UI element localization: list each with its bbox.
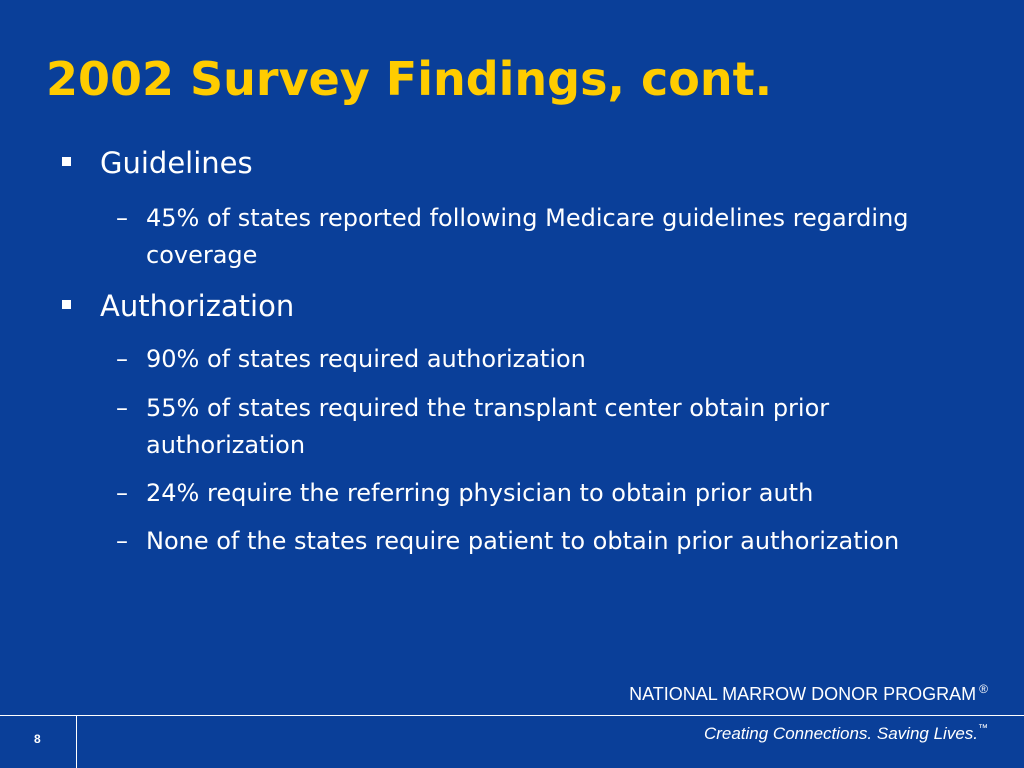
sub-bullet — [116, 523, 976, 560]
brand-name: NATIONAL MARROW DONOR PROGRAM — [629, 684, 977, 704]
trademark-mark: ™ — [978, 723, 988, 734]
footer-divider-line — [0, 715, 1024, 716]
dash-icon: – — [116, 345, 128, 373]
registered-mark: ® — [979, 682, 988, 696]
sub-bullet — [116, 200, 976, 274]
sub-bullet — [116, 341, 976, 378]
dash-icon: – — [116, 394, 128, 422]
sub-bullet-text: None of the states require patient to obtain prior authorization — [146, 527, 900, 555]
dash-icon: – — [116, 527, 128, 555]
sub-bullet — [116, 475, 976, 512]
sub-bullet-text: 55% of states required the transplant center obtain prior authorization — [146, 394, 830, 459]
sub-bullet-text: 45% of states reported following Medicare guidelines regarding coverage — [146, 204, 909, 269]
slide-title: 2002 Survey Findings, cont. — [46, 52, 773, 106]
sub-bullet-text: 24% require the referring physician to obtain prior auth — [146, 479, 814, 507]
square-bullet-icon — [62, 157, 71, 166]
dash-icon: – — [116, 479, 128, 507]
bullet-heading: Guidelines — [100, 146, 253, 180]
bullet-heading: Authorization — [100, 289, 295, 323]
sub-bullet — [116, 390, 976, 464]
square-bullet-icon — [62, 300, 71, 309]
page-number: 8 — [34, 732, 41, 746]
tagline-text: Creating Connections. Saving Lives. — [703, 724, 978, 743]
footer-tagline — [704, 724, 988, 744]
page-number-divider — [76, 716, 77, 768]
footer-brand — [629, 684, 988, 705]
sub-bullet-text: 90% of states required authorization — [146, 345, 586, 373]
dash-icon: – — [116, 204, 128, 232]
